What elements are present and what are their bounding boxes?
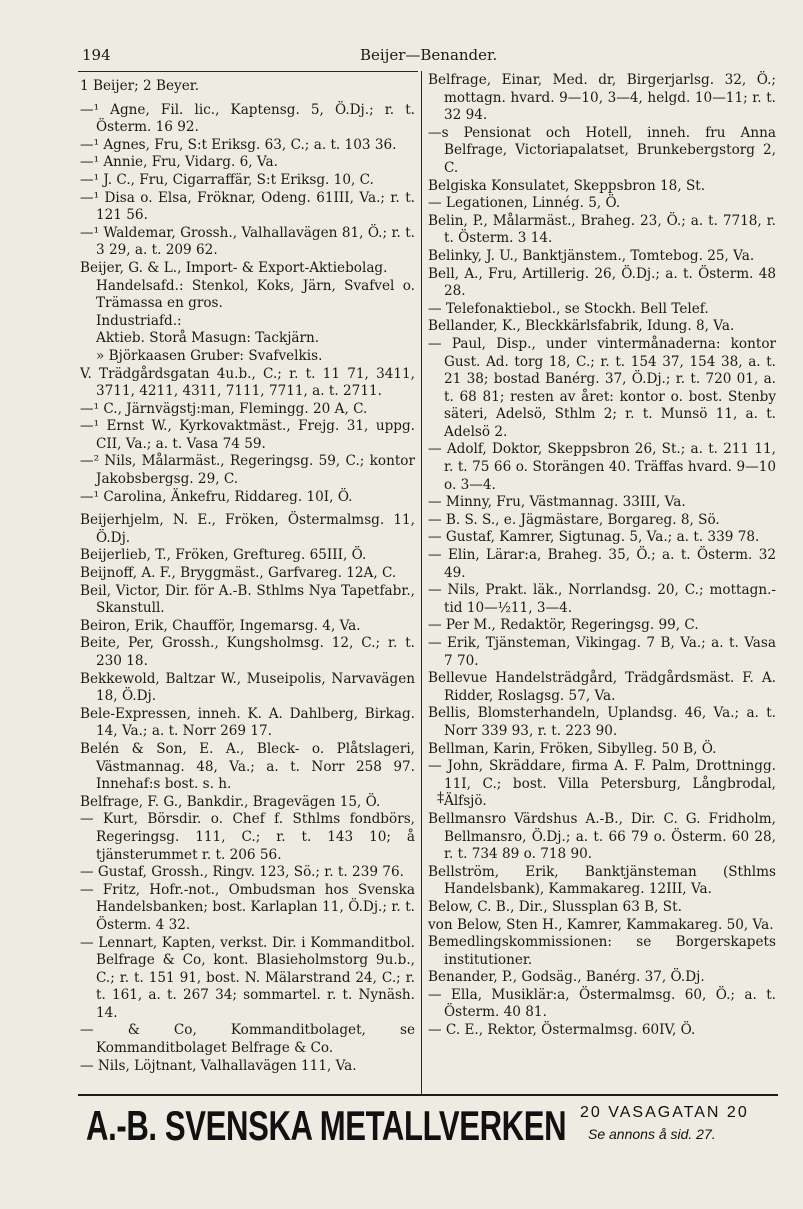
directory-entry: Belin, P., Målarmäst., Braheg. 23, Ö.; a. t. 7718, r. t. Österm. 3 14.	[428, 212, 776, 247]
margin-mark: ‡	[437, 790, 444, 806]
page-number: 194	[82, 46, 111, 64]
advertisement-banner	[80, 1096, 780, 1158]
directory-entry: 1 Beijer; 2 Beyer.	[80, 78, 200, 94]
directory-entry: Handelsafd.: Stenkol, Koks, Järn, Svafvel o. Trämassa en gros.	[96, 277, 415, 312]
directory-entry: Aktieb. Storå Masugn: Tackjärn.	[96, 330, 320, 347]
directory-entry: — Paul, Disp., under vintermånaderna: kontor Gust. Ad. torg 18, C.; r. t. 154 37, 154 38, a. t. 21 38; bostad Banérg. 37, Ö.Dj.; r. t. 720 01, a. t. 68 81; resten av året: kontor o. bost. Stenby säteri, Adelsö, Sthlm 2; r. t. Munsö 11, a. t. Adelsö 2.	[428, 335, 776, 440]
directory-entry: Beijerlieb, T., Fröken, Greftureg. 65III, Ö.	[80, 547, 367, 564]
directory-entry: Bellis, Blomsterhandeln, Uplandsg. 46, Va.; a. t. Norr 339 93, r. t. 223 90.	[428, 705, 776, 739]
directory-entry: —¹ Waldemar, Grossh., Valhallavägen 81, Ö.; r. t. 3 29, a. t. 209 62.	[80, 224, 415, 259]
directory-entry: — C. E., Rektor, Östermalmsg. 60IV, Ö.	[428, 1022, 696, 1039]
left-column	[80, 78, 415, 1075]
directory-entry: —¹ Annie, Fru, Vidarg. 6, Va.	[80, 154, 278, 171]
directory-entry: — Nils, Prakt. läk., Norrlandsg. 20, C.; mottagn.-tid 10—½11, 3—4.	[428, 582, 776, 616]
page-header	[82, 46, 772, 68]
directory-entry: —¹ Disa o. Elsa, Fröknar, Odeng. 61III, Va.; r. t. 121 56.	[80, 189, 415, 224]
directory-entry: — Elin, Lärar:a, Braheg. 35, Ö.; a. t. Österm. 32 49.	[428, 547, 776, 581]
directory-entry: —¹ J. C., Fru, Cigarraffär, S:t Eriksg. 10, C.	[80, 171, 374, 188]
directory-entry: Bellman, Karin, Fröken, Sibylleg. 50 B, Ö.	[428, 740, 717, 757]
column-divider	[421, 71, 422, 1094]
directory-entry: Beil, Victor, Dir. för A.-B. Sthlms Nya Tapetfabr., Skanstull.	[80, 582, 415, 617]
directory-entry: — Fritz, Hofr.-not., Ombudsman hos Svenska Handelsbanken; bost. Karlaplan 11, Ö.Dj.; r. t. Österm. 4 32.	[80, 881, 415, 933]
directory-entry: Bekkewold, Baltzar W., Museipolis, Narvavägen 18, Ö.Dj.	[80, 670, 415, 705]
directory-entry: Bellmansro Värdshus A.-B., Dir. C. G. Fridholm, Bellmansro, Ö.Dj.; a. t. 66 79 o. Österm. 60 28, r. t. 734 89 o. 718 90.	[428, 810, 776, 863]
directory-entry: — & Co, Kommanditbolaget, se Kommanditbolaget Belfrage & Co.	[80, 1022, 415, 1057]
directory-entry: Belinky, J. U., Banktjänstem., Tomtebog. 25, Va.	[428, 247, 755, 264]
directory-entry: Belfrage, Einar, Med. dr, Birgerjarlsg. 32, Ö.; mottagn. hvard. 9—10, 3—4, helgd. 10—11; r. t. 32 94.	[428, 72, 776, 124]
directory-entry: Beijnoff, A. F., Bryggmäst., Garfvareg. 12A, C.	[80, 565, 397, 582]
directory-entry: —s Pensionat och Hotell, inneh. fru Anna Belfrage, Victoriapalatset, Brunkebergstorg 2, C.	[428, 124, 776, 176]
directory-entry: — Per M., Redaktör, Regeringsg. 99, C.	[428, 617, 699, 634]
directory-entry: V. Trädgårdsgatan 4u.b., C.; r. t. 11 71, 3411, 3711, 4211, 4311, 7111, 7711, a. t. 2711.	[80, 365, 415, 400]
directory-entry: — B. S. S., e. Jägmästare, Borgareg. 8, Sö.	[428, 511, 720, 528]
directory-entry: —¹ C., Järnvägstj:man, Flemingg. 20 A, C.	[80, 400, 368, 417]
directory-entry: —² Nils, Målarmäst., Regeringsg. 59, C.; kontor Jakobsbergsg. 29, C.	[80, 453, 415, 488]
directory-entry: Bell, A., Fru, Artillerig. 26, Ö.Dj.; a. t. Österm. 48 28.	[428, 265, 776, 300]
directory-entry: — Gustaf, Kamrer, Sigtunag. 5, Va.; a. t. 339 78.	[428, 529, 760, 546]
running-head: Beijer—Benander.	[360, 46, 498, 64]
directory-entry: Bellström, Erik, Banktjänsteman (Sthlms Handelsbank), Kammakareg. 12III, Va.	[428, 863, 776, 898]
directory-entry: Bele-Expressen, inneh. K. A. Dahlberg, Birkag. 14, Va.; a. t. Norr 269 17.	[80, 705, 415, 740]
directory-entry: — Kurt, Börsdir. o. Chef f. Sthlms fondbörs, Regeringsg. 111, C.; r. t. 143 10; å tjänsterummet r. t. 206 56.	[80, 811, 415, 863]
directory-entry: Belgiska Konsulatet, Skeppsbron 18, St.	[428, 177, 706, 194]
directory-entry: — Legationen, Linnég. 5, Ö.	[428, 195, 621, 212]
directory-entry: — Adolf, Doktor, Skeppsbron 26, St.; a. t. 211 11, r. t. 75 66 o. Storängen 40. Träffas hvard. 9—10 o. 3—4.	[428, 441, 776, 493]
directory-entry: — John, Skräddare, firma A. F. Palm, Drottningg. 11I, C.; bost. Villa Petersburg, Långbrodal, Älfsjö.	[428, 758, 776, 810]
directory-entry: — Ella, Musiklär:a, Östermalmsg. 60, Ö.; a. t. Österm. 40 81.	[428, 986, 776, 1021]
ad-reference: Se annons å sid. 27.	[588, 1126, 716, 1142]
directory-entry: Bemedlingskommissionen: se Borgerskapets institutioner.	[428, 934, 776, 968]
directory-entry: — Telefonaktiebol., se Stockh. Bell Telef.	[428, 300, 709, 317]
directory-entry: Below, C. B., Dir., Slussplan 63 B, St.	[428, 898, 682, 915]
directory-entry: Bellander, K., Bleckkärlsfabrik, Idung. 8, Va.	[428, 318, 735, 335]
directory-entry: Beite, Per, Grossh., Kungsholmsg. 12, C.; r. t. 230 18.	[80, 635, 415, 669]
directory-entry: von Below, Sten H., Kamrer, Kammakareg. 50, Va.	[428, 916, 774, 933]
directory-entry: Beijerhjelm, N. E., Fröken, Östermalmsg. 11, Ö.Dj.	[80, 512, 415, 546]
ad-address: 20 VASAGATAN 20	[580, 1104, 749, 1121]
directory-entry: Industriafd.:	[96, 312, 182, 329]
directory-entry: —¹ Agne, Fil. lic., Kaptensg. 5, Ö.Dj.; r. t. Österm. 16 92.	[80, 101, 415, 136]
right-column	[428, 72, 776, 1040]
directory-entry: —¹ Agnes, Fru, S:t Eriksg. 63, C.; a. t. 103 36.	[80, 136, 397, 153]
directory-entry: Beiron, Erik, Chaufför, Ingemarsg. 4, Va.	[80, 617, 361, 634]
directory-entry: —¹ Ernst W., Kyrkovaktmäst., Frejg. 31, uppg. CII, Va.; a. t. Vasa 74 59.	[80, 418, 415, 452]
directory-entry: Bellevue Handelsträdgård, Trädgårdsmäst. F. A. Ridder, Roslagsg. 57, Va.	[428, 670, 776, 704]
directory-entry: Benander, P., Godsäg., Banérg. 37, Ö.Dj.	[428, 969, 705, 986]
directory-entry: » Björkaasen Gruber: Svafvelkis.	[96, 347, 323, 364]
directory-entry: — Nils, Löjtnant, Valhallavägen 111, Va.	[80, 1057, 357, 1074]
directory-entry: Belfrage, F. G., Bankdir., Bragevägen 15, Ö.	[80, 793, 381, 810]
directory-entry: —¹ Carolina, Änkefru, Riddareg. 10I, Ö.	[80, 488, 353, 505]
directory-entry: Belén & Son, E. A., Bleck- o. Plåtslageri, Västmannag. 48, Va.; a. t. Norr 258 97. Innehaf:s bost. s. h.	[80, 740, 415, 793]
directory-entry: Beijer, G. & L., Import- & Export-Aktiebolag.	[80, 259, 388, 276]
directory-entry: — Lennart, Kapten, verkst. Dir. i Kommanditbol. Belfrage & Co, kont. Blasieholmstorg 9u.b., C.; r. t. 151 91, bost. N. Mälarstrand 24, C.; r. t. 161, a. t. 267 34; sommartel. r. t. Nynäsh. 14.	[80, 934, 415, 1021]
top-rule	[78, 71, 418, 72]
directory-entry: — Gustaf, Grossh., Ringv. 123, Sö.; r. t. 239 76.	[80, 864, 404, 881]
ad-company-name: A.-B. SVENSKA METALLVERKEN	[86, 1102, 567, 1149]
directory-entry: — Minny, Fru, Västmannag. 33III, Va.	[428, 494, 686, 511]
directory-entry: — Erik, Tjänsteman, Vikingag. 7 B, Va.; a. t. Vasa 7 70.	[428, 635, 776, 669]
